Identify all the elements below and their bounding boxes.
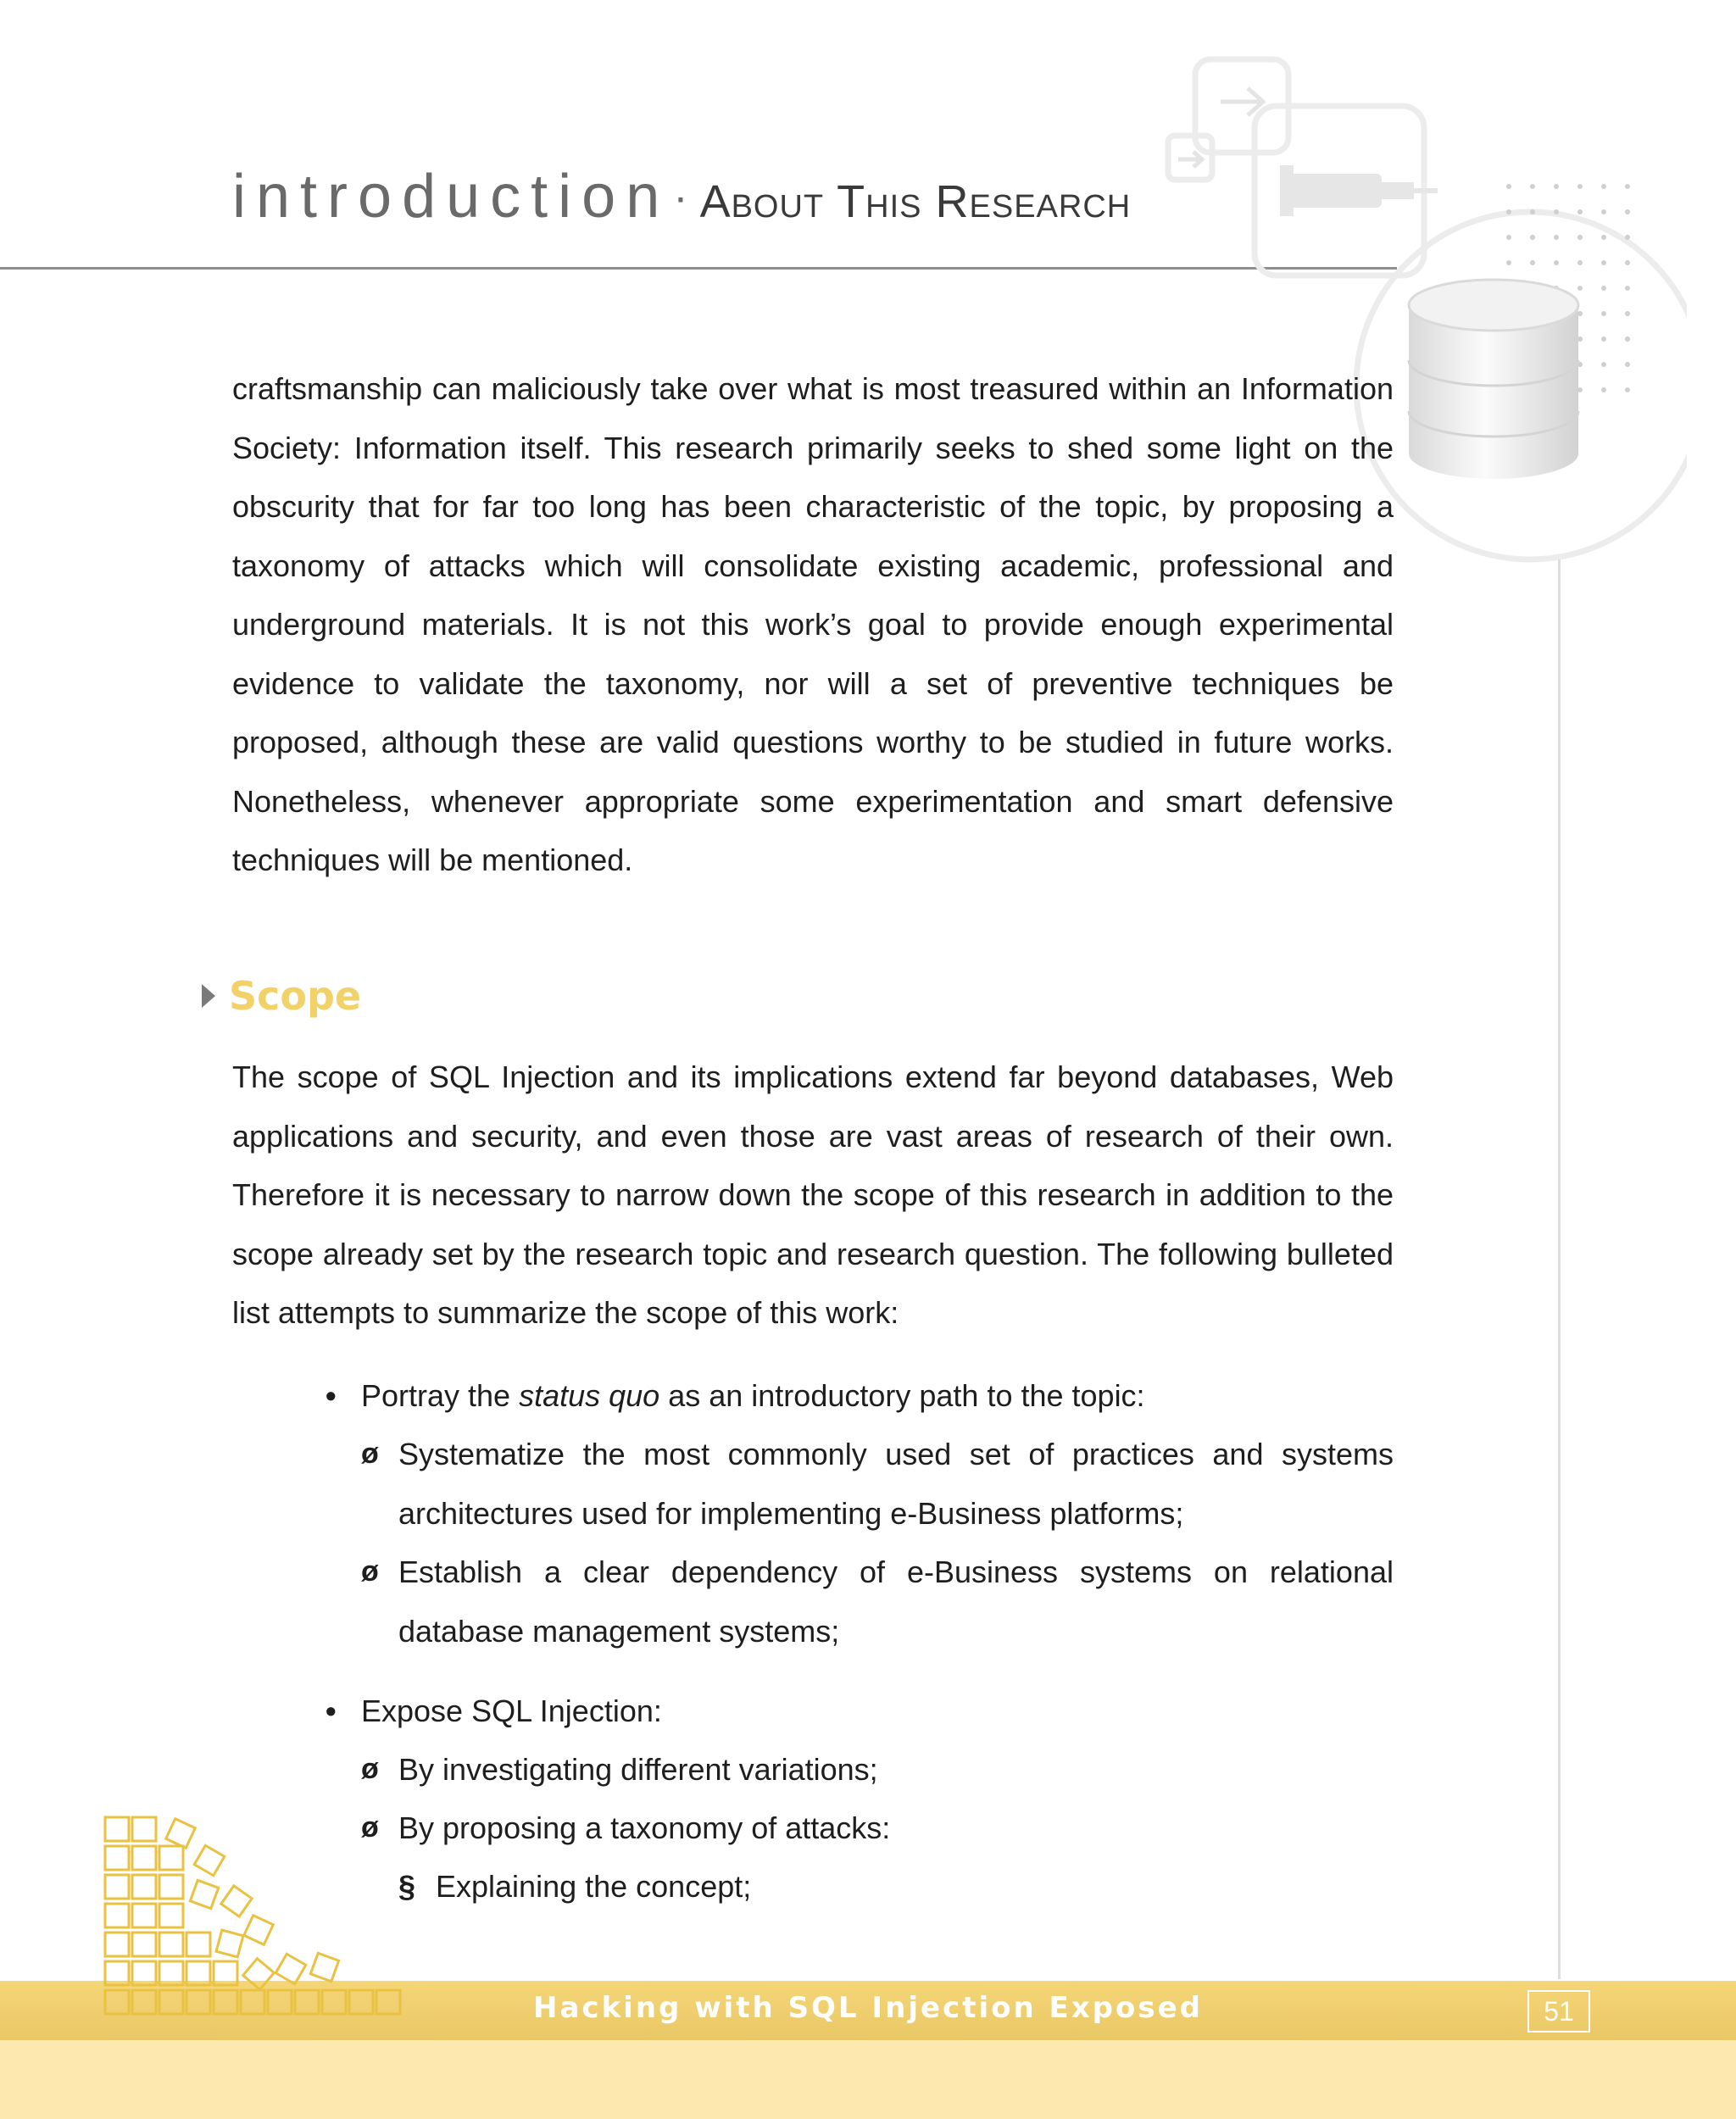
- bullet: §: [398, 1869, 416, 1904]
- sub-list-item-text: By proposing a taxonomy of attacks:: [398, 1810, 891, 1845]
- bullet: ø: [361, 1438, 379, 1470]
- list-item-text-part: as an introductory path to the topic:: [659, 1378, 1145, 1413]
- right-margin-rule: [1558, 559, 1561, 1979]
- list-item-text-part: Portray the: [361, 1378, 520, 1413]
- bullet: •: [326, 1378, 337, 1413]
- list-item: [326, 1366, 1394, 1426]
- page-header: [232, 163, 1132, 231]
- bullet: ø: [361, 1753, 379, 1785]
- bullet: •: [326, 1694, 337, 1728]
- page-number: 51: [1527, 1990, 1590, 2033]
- sub-list-item-text: By investigating different variations;: [398, 1752, 878, 1787]
- list-item-text: Expose SQL Injection:: [361, 1694, 662, 1728]
- triangle-right-icon: [197, 979, 222, 1013]
- scope-paragraph: The scope of SQL Injection and its implications extend far beyond databases, Web applications and security, and even those are vast areas of research of their own. Therefore it is necessary to narrow down the scope of this research in addition to the scope already set by the research topic and research question. The following bulleted list attempts to summarize the scope of this work:: [232, 1060, 1394, 1330]
- header-separator: ·: [673, 173, 688, 222]
- sub-sub-list-item: [398, 1857, 1394, 1916]
- sub-list-item-text: Establish a clear dependency of e-Business systems on relational database management systems;: [398, 1554, 1394, 1649]
- bullet: ø: [361, 1811, 379, 1844]
- sub-list-item: [361, 1543, 1394, 1660]
- footer-book-title: Hacking with SQL Injection Exposed: [533, 1991, 1203, 2025]
- scope-heading-label: Scope: [229, 973, 362, 1019]
- sub-list-item: [361, 1425, 1394, 1543]
- intro-paragraph: craftsmanship can maliciously take over what is most treasured within an Information Society: Information itself. This research primarily seeks to shed some light on the obscurity that for far too long has been characteristic of the topic, by proposing a taxonomy of attacks which will consolidate existing academic, professional and underground materials. It is not this work’s goal to provide enough experimental evidence to validate the taxonomy, nor will a set of preventive techniques be proposed, although these are valid questions worthy to be studied in future works. Nonetheless, whenever appropriate some experimentation and smart defensive techniques will be mentioned.: [232, 371, 1394, 877]
- sub-list-item: [361, 1799, 1394, 1858]
- bullet: ø: [361, 1555, 379, 1588]
- sub-sub-list-item-text: Explaining the concept;: [436, 1869, 752, 1904]
- scope-heading: [197, 973, 361, 1019]
- list-item-text: [361, 1366, 1394, 1426]
- sub-list-item-text: Systematize the most commonly used set of practices and systems architectures used for implementing e-Business platforms;: [398, 1437, 1394, 1531]
- list-item-emphasis: status quo: [519, 1378, 660, 1413]
- sub-list-item: [361, 1740, 1394, 1799]
- header-subtitle: About This Research: [699, 176, 1132, 227]
- tiles-pattern-icon: [102, 1805, 424, 2017]
- footer-bottom-strip: [0, 2040, 1736, 2119]
- list-item: [326, 1682, 1394, 1741]
- header-section-name: introduction: [232, 163, 670, 231]
